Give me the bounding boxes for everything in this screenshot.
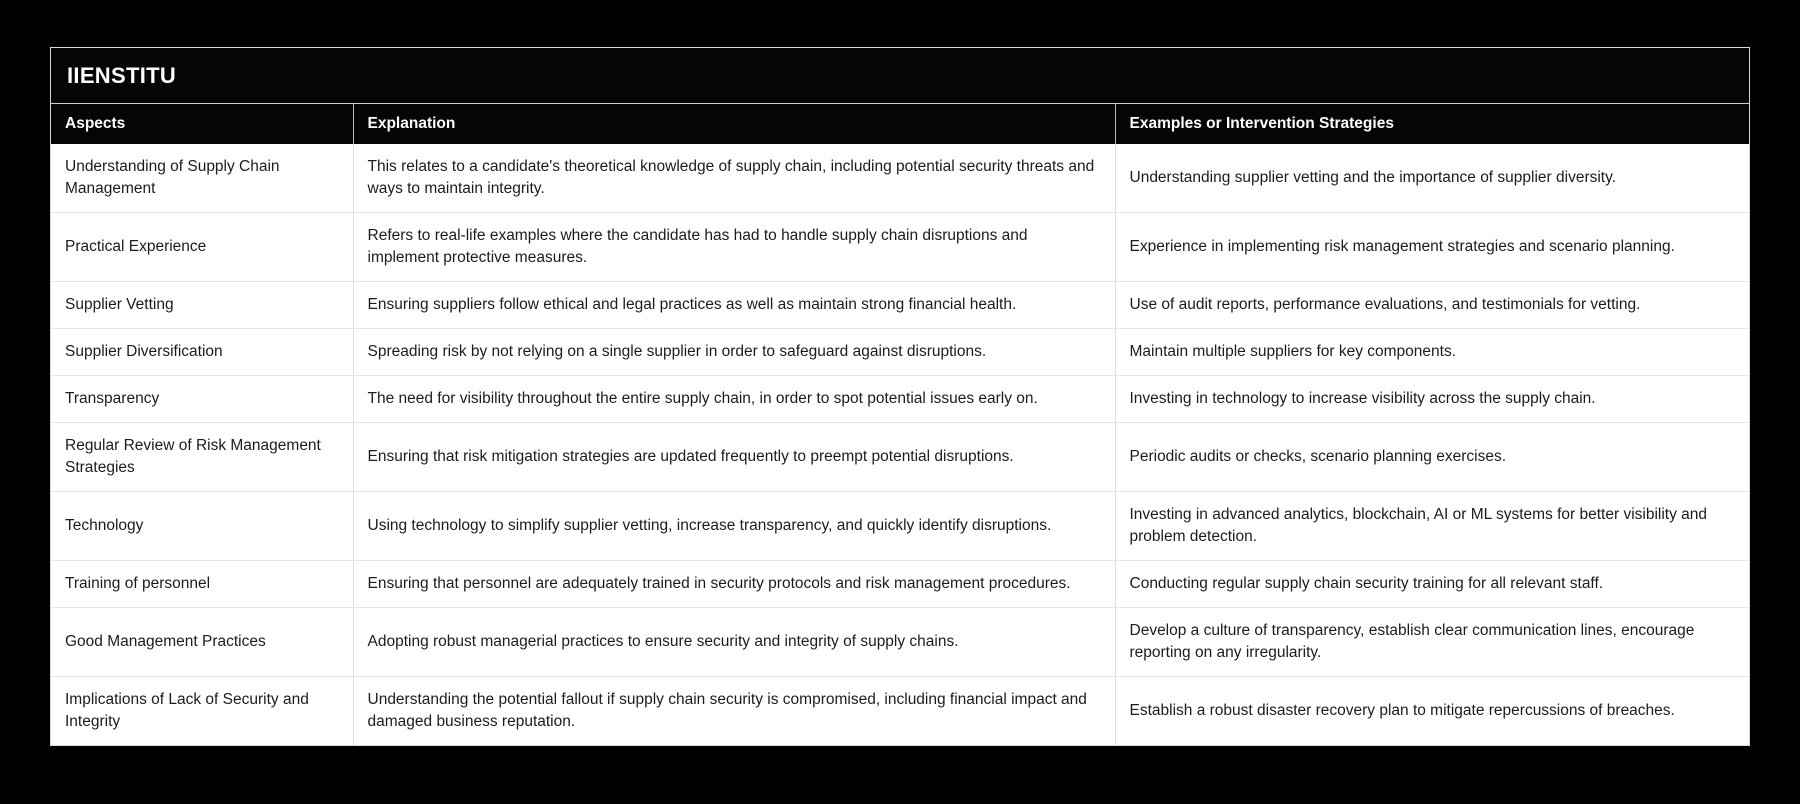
- cell-aspect: Implications of Lack of Security and Integrity: [51, 677, 353, 746]
- table-row: [51, 561, 1749, 608]
- cell-examples: Develop a culture of transparency, establish clear communication lines, encourage reporting on any irregularity.: [1115, 608, 1749, 677]
- table-header: [51, 104, 1749, 144]
- cell-aspect: Understanding of Supply Chain Management: [51, 144, 353, 213]
- table-row: [51, 608, 1749, 677]
- cell-examples: Use of audit reports, performance evaluations, and testimonials for vetting.: [1115, 282, 1749, 329]
- table-row: [51, 329, 1749, 376]
- cell-aspect: Training of personnel: [51, 561, 353, 608]
- table-row: [51, 492, 1749, 561]
- table-row: [51, 144, 1749, 213]
- table-row: [51, 677, 1749, 746]
- cell-examples: Establish a robust disaster recovery plan to mitigate repercussions of breaches.: [1115, 677, 1749, 746]
- cell-examples: Periodic audits or checks, scenario planning exercises.: [1115, 423, 1749, 492]
- brand-logo-text: IIENSTITU: [67, 62, 177, 88]
- table-row: [51, 282, 1749, 329]
- cell-aspect: Supplier Diversification: [51, 329, 353, 376]
- cell-examples: Understanding supplier vetting and the importance of supplier diversity.: [1115, 144, 1749, 213]
- cell-explanation: Ensuring suppliers follow ethical and legal practices as well as maintain strong financial health.: [353, 282, 1115, 329]
- cell-aspect: Good Management Practices: [51, 608, 353, 677]
- cell-examples: Investing in technology to increase visibility across the supply chain.: [1115, 376, 1749, 423]
- table-row: [51, 423, 1749, 492]
- cell-explanation: Refers to real-life examples where the candidate has had to handle supply chain disruptions and implement protective measures.: [353, 213, 1115, 282]
- cell-examples: Experience in implementing risk management strategies and scenario planning.: [1115, 213, 1749, 282]
- cell-explanation: Understanding the potential fallout if supply chain security is compromised, including financial impact and damaged business reputation.: [353, 677, 1115, 746]
- table-row: [51, 376, 1749, 423]
- table-row: [51, 213, 1749, 282]
- brand-header: [51, 48, 1749, 104]
- cell-aspect: Transparency: [51, 376, 353, 423]
- cell-explanation: Ensuring that risk mitigation strategies are updated frequently to preempt potential disruptions.: [353, 423, 1115, 492]
- cell-examples: Conducting regular supply chain security training for all relevant staff.: [1115, 561, 1749, 608]
- table-header-row: [51, 104, 1749, 144]
- cell-aspect: Practical Experience: [51, 213, 353, 282]
- cell-examples: Investing in advanced analytics, blockchain, AI or ML systems for better visibility and problem detection.: [1115, 492, 1749, 561]
- cell-aspect: Regular Review of Risk Management Strategies: [51, 423, 353, 492]
- column-header-examples: Examples or Intervention Strategies: [1115, 104, 1749, 144]
- cell-explanation: Ensuring that personnel are adequately trained in security protocols and risk management procedures.: [353, 561, 1115, 608]
- cell-explanation: Spreading risk by not relying on a single supplier in order to safeguard against disruptions.: [353, 329, 1115, 376]
- cell-explanation: Adopting robust managerial practices to ensure security and integrity of supply chains.: [353, 608, 1115, 677]
- supply-chain-security-table-card: [50, 47, 1750, 746]
- column-header-explanation: Explanation: [353, 104, 1115, 144]
- cell-aspect: Supplier Vetting: [51, 282, 353, 329]
- supply-chain-aspects-table: [51, 104, 1749, 745]
- cell-examples: Maintain multiple suppliers for key components.: [1115, 329, 1749, 376]
- cell-explanation: The need for visibility throughout the entire supply chain, in order to spot potential issues early on.: [353, 376, 1115, 423]
- cell-explanation: Using technology to simplify supplier vetting, increase transparency, and quickly identify disruptions.: [353, 492, 1115, 561]
- cell-aspect: Technology: [51, 492, 353, 561]
- table-body: [51, 144, 1749, 745]
- cell-explanation: This relates to a candidate's theoretical knowledge of supply chain, including potential security threats and ways to maintain integrity.: [353, 144, 1115, 213]
- column-header-aspects: Aspects: [51, 104, 353, 144]
